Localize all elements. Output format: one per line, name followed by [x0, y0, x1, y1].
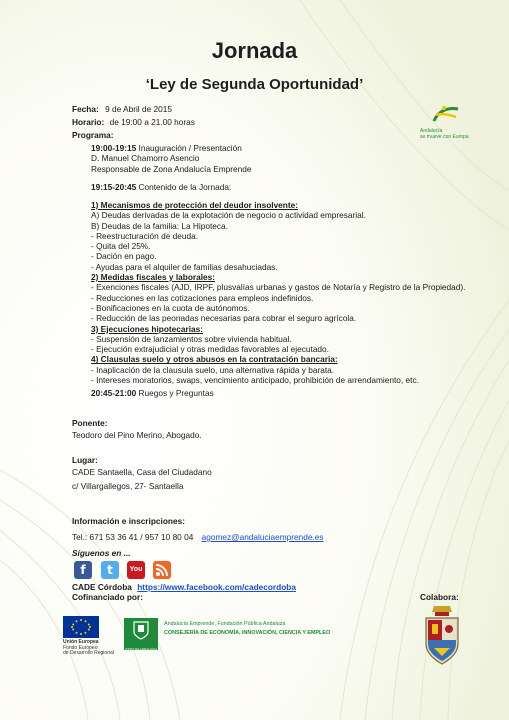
cofinanciado-label: Cofinanciado por: — [72, 592, 143, 602]
lugar-label: Lugar: — [72, 455, 98, 465]
colabora-label: Colabora: — [420, 592, 459, 602]
block2-time: 19:15-20:45 — [91, 182, 137, 192]
content-line: - Reducción de las peonadas necesarias para cobrar el seguro agrícola. — [91, 313, 357, 324]
block1-line1: Inauguración / Presentación — [136, 143, 242, 153]
eu-logo-line2: Fondo Europeo — [63, 644, 98, 651]
youtube-icon-text: You — [129, 566, 143, 573]
block3-text: Ruegos y Preguntas — [136, 388, 214, 398]
eu-logo-line1: Unión Europea — [63, 639, 99, 645]
facebook-icon[interactable]: f — [74, 561, 92, 579]
eu-flag-icon — [63, 616, 99, 638]
content-line: - Ayudas para el alquiler de familias desahuciadas. — [91, 261, 278, 272]
andalucia-europa-logo — [412, 103, 472, 140]
page-title: Jornada — [211, 38, 298, 63]
page-subtitle: ‘Ley de Segunda Oportunidad’ — [145, 76, 364, 93]
junta-andalucia-logo — [124, 618, 158, 650]
andalucia-logo-line1: Andalucía — [420, 128, 443, 134]
eu-logo — [63, 616, 114, 657]
cade-label: CADE Córdoba — [72, 582, 132, 592]
ponente-value: Teodoro del Pino Merino, Abogado. — [72, 430, 202, 440]
content-line: - Reducciones en las cotizaciones para empleos indefinidos. — [91, 292, 314, 303]
fecha-value: 9 de Abril de 2015 — [105, 104, 172, 114]
lugar-line2: c/ Villargallegos, 27- Santaella — [72, 481, 184, 491]
junta-logo-name: JUNTA DE ANDALUCIA — [124, 647, 158, 651]
andalucia-logo-line2: se mueve con Europa — [420, 134, 469, 140]
andalucia-star-icon — [412, 103, 472, 123]
block1-time: 19:00-19:15 — [91, 143, 137, 153]
horario-value: de 19:00 a 21.00 horas — [109, 117, 195, 127]
block3-time: 20:45-21:00 — [91, 388, 137, 398]
coat-of-arms-icon — [420, 604, 464, 668]
fecha-label: Fecha: — [72, 104, 99, 114]
horario-label: Horario: — [72, 117, 105, 127]
content-line: - Quita del 25%. — [91, 241, 151, 252]
content-line: A) Deudas derivadas de la explotación de negocio o actividad empresarial. — [91, 210, 366, 221]
cade-facebook-link[interactable]: https://www.facebook.com/cadecordoba — [137, 582, 296, 592]
content-line: - Bonificaciones en la cuota de autónomos. — [91, 302, 250, 313]
section4-heading: 4) Clausulas suelo y otros abusos en la contratación bancaria: — [91, 354, 338, 365]
rss-icon[interactable] — [153, 561, 171, 579]
content-line: - Suspensión de lanzamientos sobre vivienda habitual. — [91, 333, 292, 344]
info-email-link[interactable]: agomez@andaluciaemprende.es — [201, 532, 324, 542]
content-line: B) Deudas de la familia: La Hipoteca. — [91, 220, 228, 231]
programa-label: Programa: — [72, 130, 114, 140]
content-line: - Inaplicación de la clausula suelo, una alternativa rápida y barata. — [91, 364, 335, 375]
santaella-coat-of-arms — [420, 604, 464, 668]
youtube-icon[interactable] — [127, 561, 145, 579]
junta-shield-icon — [124, 618, 158, 642]
junta-logo-line1: Andalucía Emprende, Fundación Pública Andaluza — [164, 621, 286, 627]
content-line: - Reestructuración de deuda. — [91, 230, 199, 241]
eu-logo-line3: de Desarrollo Regional — [63, 650, 114, 656]
lugar-line1: CADE Santaella, Casa del Ciudadano — [72, 467, 212, 477]
info-phones: Tel.: 671 53 36 41 / 957 10 80 04 — [72, 532, 194, 542]
section1-heading: 1) Mecanismos de protección del deudor insolvente: — [91, 200, 299, 210]
junta-logo-line2: CONSEJERÍA DE ECONOMÍA, INNOVACIÓN, CIENCIA Y EMPLEO — [164, 630, 331, 636]
block1-line3: Responsable de Zona Andalucía Emprende — [91, 163, 252, 174]
twitter-icon[interactable]: t — [101, 561, 119, 579]
block2-text: Contenido de la Jornada: — [136, 182, 232, 192]
info-label: Información e inscripciones: — [72, 516, 185, 526]
content-line: - Exenciones fiscales (AJD, IRPF, plusvalías urbanas y gastos de Notaría y Registro de la Propiedad). — [91, 282, 466, 293]
rss-glyph-icon — [153, 561, 171, 579]
content-line: - Dación en pago. — [91, 251, 157, 262]
block1-line2: D. Manuel Chamorro Asencio — [91, 153, 200, 164]
siguenos-label: Síguenos en ... — [72, 548, 131, 558]
section3-heading: 3) Ejecuciones hipotecarias: — [91, 323, 204, 334]
content-line: - Intereses moratorios, swaps, vencimiento anticipado, prohibición de arrendamiento, etc. — [91, 375, 419, 386]
ponente-label: Ponente: — [72, 418, 108, 428]
content-line: - Ejecución extrajudicial y otras medidas favorables al ejecutado. — [91, 344, 329, 355]
section2-heading: 2) Medidas fiscales y laborales: — [91, 272, 216, 283]
